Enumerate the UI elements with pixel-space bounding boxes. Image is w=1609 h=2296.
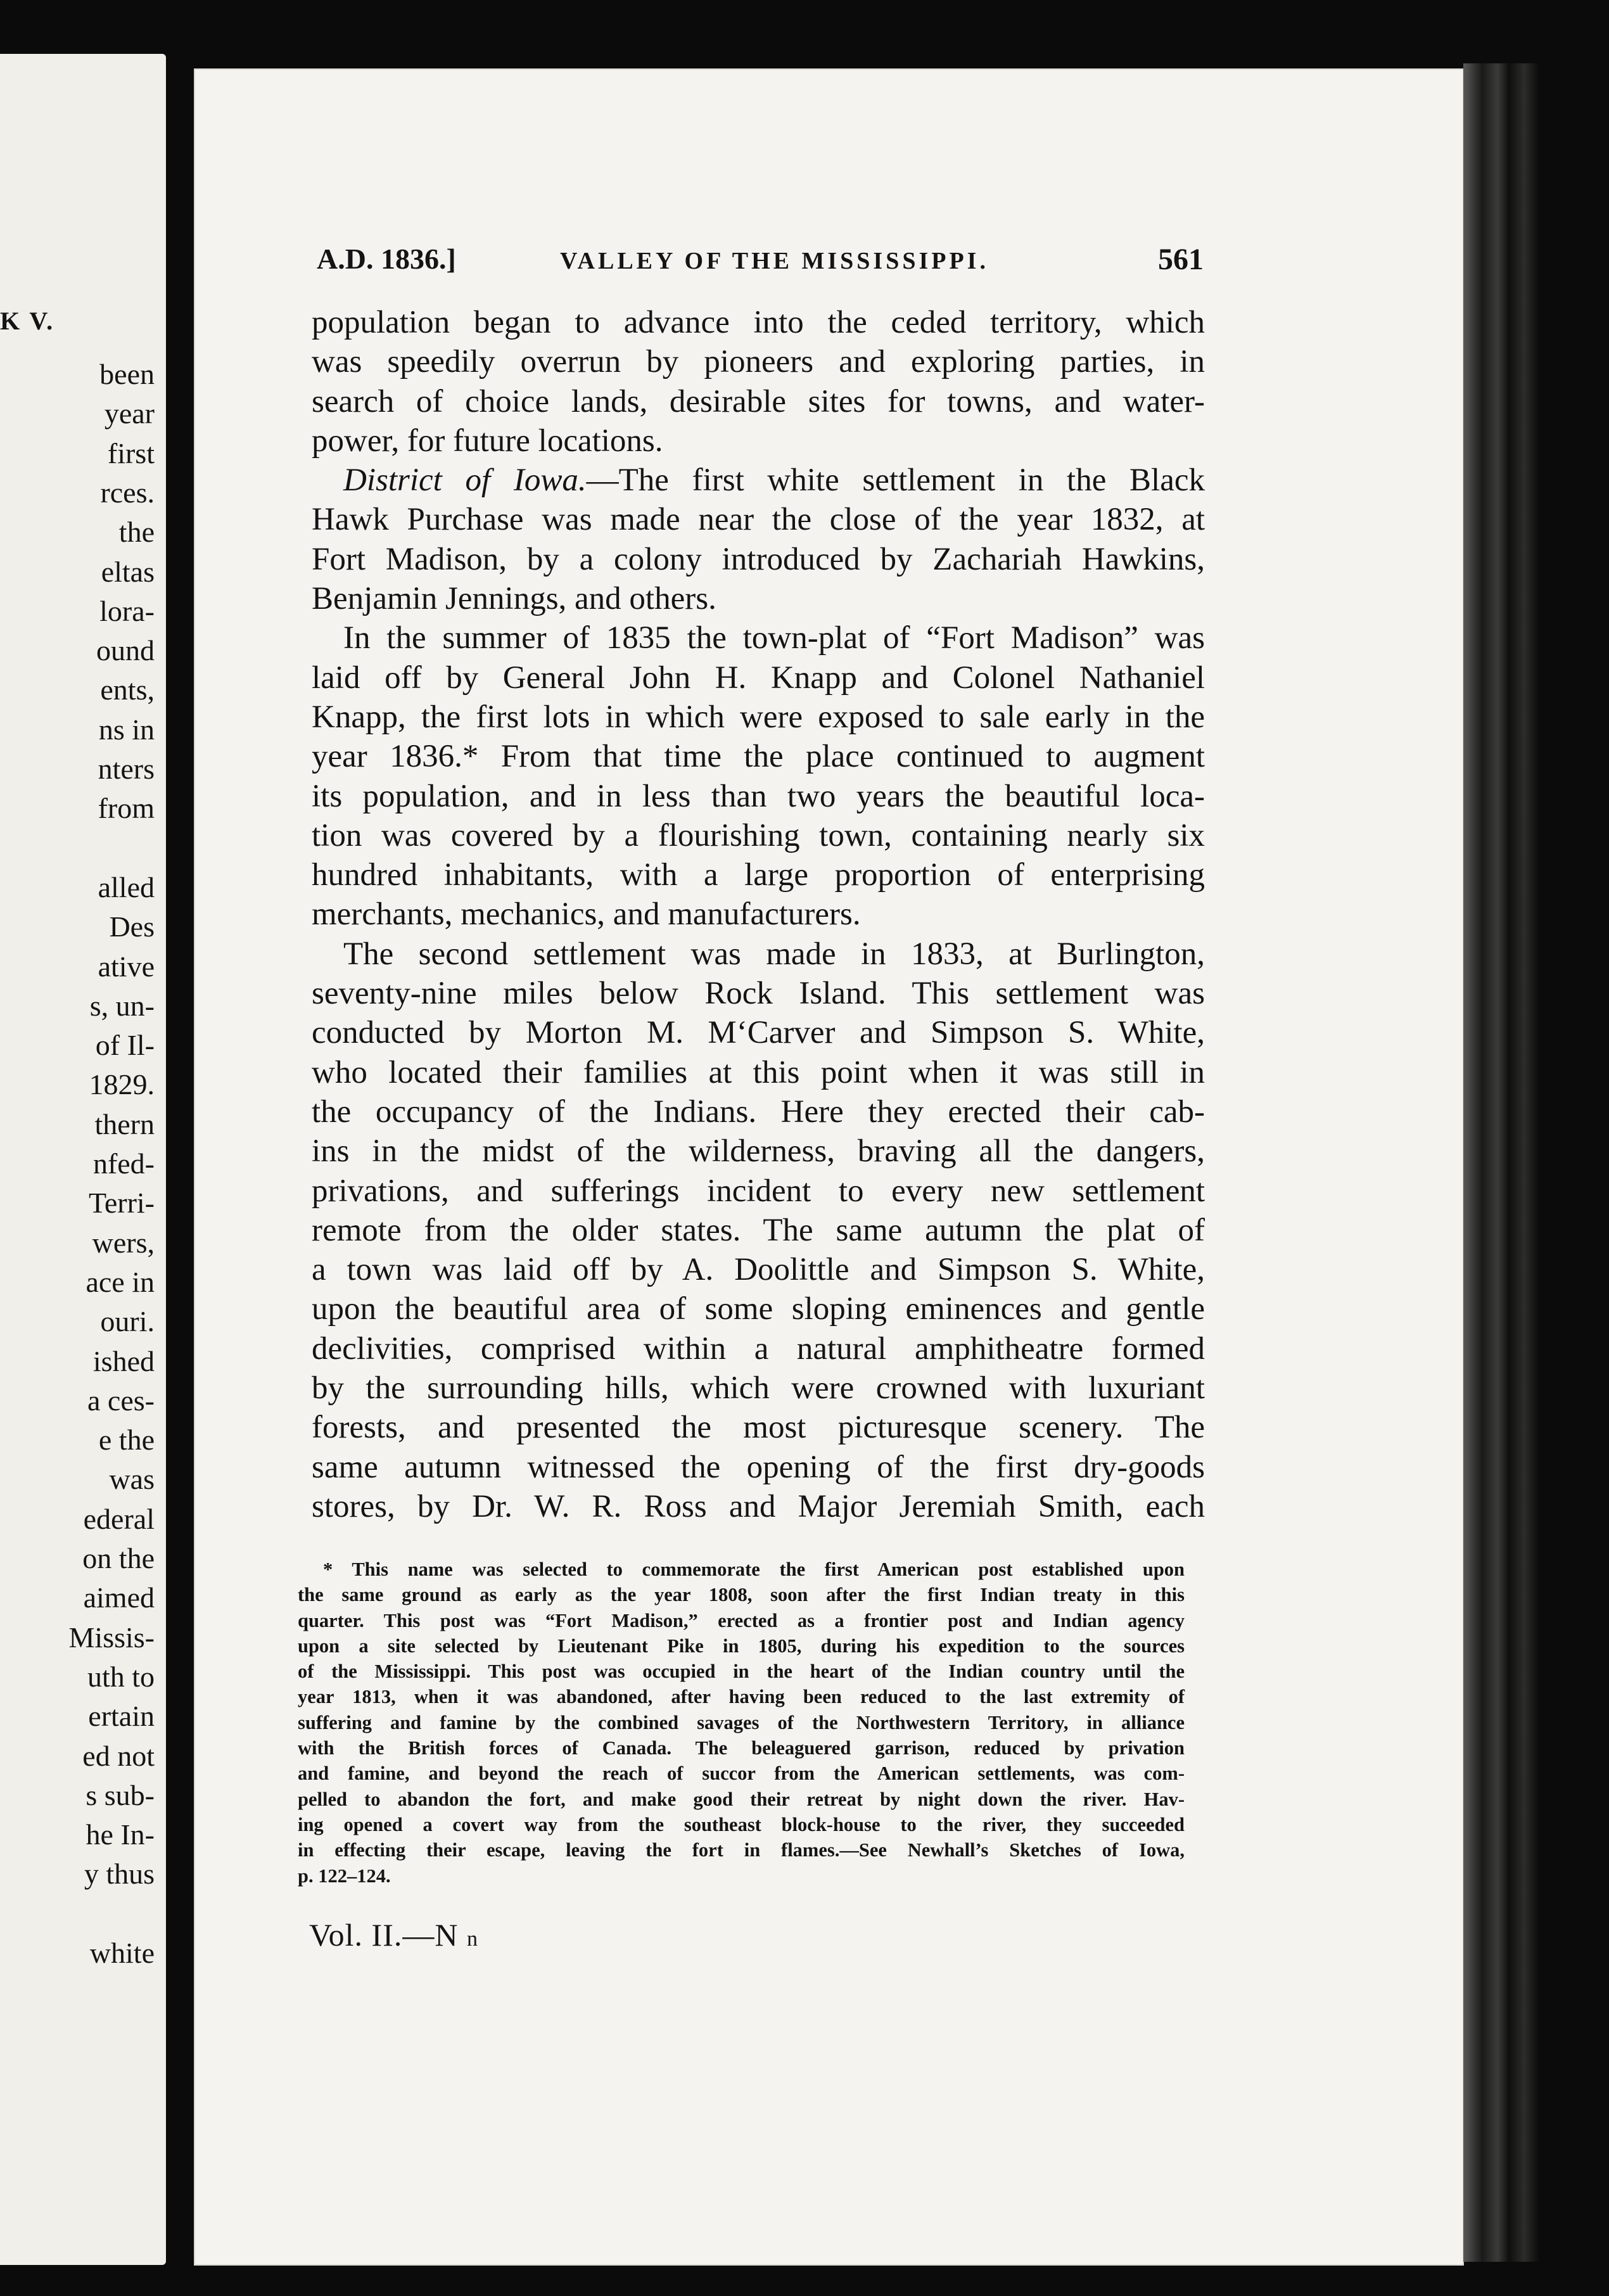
left-page-line: ative xyxy=(98,950,155,983)
body-line: same autumn witnessed the opening of the first dry-goods xyxy=(312,1449,1205,1485)
left-page-line: e the xyxy=(98,1424,155,1457)
body-line: who located their families at this point when it was still in xyxy=(312,1054,1205,1090)
body-line: Hawk Purchase was made near the close of the year 1832, at xyxy=(312,502,1205,538)
signature-mark xyxy=(309,1917,478,1953)
body-line: seventy-nine miles below Rock Island. This settlement was xyxy=(312,976,1205,1012)
body-line: hundred inhabitants, with a large proportion of enterprising xyxy=(312,857,1205,893)
running-head-title: VALLEY OF THE MISSISSIPPI. xyxy=(560,248,989,274)
left-page-line: alled xyxy=(98,871,155,903)
running-head-date: A.D. 1836.] xyxy=(317,243,456,275)
body-line: The second settlement was made in 1833, at Burlington, xyxy=(343,936,1205,972)
section-heading: District of Iowa. xyxy=(343,462,587,499)
book-spine-edge xyxy=(1463,63,1539,2262)
body-line: tion was covered by a flourishing town, containing nearly six xyxy=(312,817,1205,853)
left-page-line: eltas xyxy=(101,555,155,588)
signature-small: n xyxy=(466,1927,478,1951)
body-line: remote from the older states. The same autumn the plat of xyxy=(312,1212,1205,1248)
body-line: the occupancy of the Indians. Here they erected their cab- xyxy=(312,1094,1205,1130)
left-page-line: ace in xyxy=(86,1265,155,1298)
left-page-line: 1829. xyxy=(89,1068,155,1101)
body-line: a town was laid off by A. Doolittle and Simpson S. White, xyxy=(312,1252,1205,1288)
footnote-line: with the British forces of Canada. The beleaguered garrison, reduced by privation xyxy=(298,1737,1185,1759)
left-page-line: of Il- xyxy=(95,1029,155,1062)
left-page-line: was xyxy=(109,1463,155,1496)
body-line: privations, and sufferings incident to every new settlement xyxy=(312,1173,1205,1209)
footnote-line: ing opened a covert way from the southeast block-house to the river, they succeeded xyxy=(298,1813,1185,1835)
left-page-line: wers, xyxy=(92,1226,155,1259)
body-line: stores, by Dr. W. R. Ross and Major Jeremiah Smith, each xyxy=(312,1488,1205,1524)
body-text xyxy=(312,303,1205,1526)
footnote-line: and famine, and beyond the reach of succor from the American settlements, was com- xyxy=(298,1763,1185,1785)
body-line: by the surrounding hills, which were crowned with luxuriant xyxy=(312,1370,1205,1406)
left-page-line: ished xyxy=(92,1344,155,1377)
left-page-line: y thus xyxy=(84,1858,155,1891)
left-page-line: ents, xyxy=(100,673,155,706)
left-page-line: nters xyxy=(98,753,155,785)
footnote-line: pelled to abandon the fort, and make good their retreat by night down the river. Hav- xyxy=(298,1788,1185,1810)
left-page-line: aimed xyxy=(83,1581,155,1614)
left-page-line: Terri- xyxy=(88,1187,155,1220)
body-line: population began to advance into the ceded territory, which xyxy=(312,305,1205,340)
left-page-line: rces. xyxy=(100,476,155,509)
footnote-line: the same ground as early as the year 1808, soon after the first Indian treaty in this xyxy=(298,1584,1185,1606)
body-line: was speedily overrun by pioneers and exploring parties, in xyxy=(312,344,1205,380)
body-line: its population, and in less than two years the beautiful loca- xyxy=(312,778,1205,814)
footnote-line: of the Mississippi. This post was occupied in the heart of the Indian country until the xyxy=(298,1661,1185,1683)
left-page-line: white xyxy=(89,1937,155,1969)
left-page-line: from xyxy=(98,792,155,825)
signature-main: Vol. II.—N xyxy=(309,1917,459,1953)
left-page-line: first xyxy=(107,437,155,469)
body-line: Knapp, the first lots in which were exposed to sale early in the xyxy=(312,699,1205,735)
left-page-line: ns in xyxy=(98,713,155,746)
footnote-line: p. 122–124. xyxy=(298,1865,391,1887)
left-page-running-head: K V. xyxy=(0,307,55,335)
left-page-line: thern xyxy=(94,1107,155,1140)
left-page-line: Missis- xyxy=(68,1621,155,1654)
footnote-line: suffering and famine by the combined savages of the Northwestern Territory, in alliance xyxy=(298,1711,1185,1733)
left-page-line: s, un- xyxy=(89,989,155,1022)
left-page-line: nfed- xyxy=(92,1147,155,1180)
left-page-line: he In- xyxy=(86,1818,155,1851)
footnote-line: * This name was selected to commemorate the first American post established upon xyxy=(323,1559,1185,1580)
left-page-line: ederal xyxy=(83,1502,155,1535)
adjacent-left-page xyxy=(0,54,166,2265)
left-page-line: been xyxy=(99,358,155,390)
left-page-line: the xyxy=(118,516,155,549)
body-line: laid off by General John H. Knapp and Colonel Nathaniel xyxy=(312,660,1205,696)
body-line: ins in the midst of the wilderness, braving all the dangers, xyxy=(312,1133,1205,1170)
left-page-line: Des xyxy=(109,910,155,943)
footnote-line: year 1813, when it was abandoned, after having been reduced to the last extremity of xyxy=(298,1686,1185,1708)
left-page-line: year xyxy=(104,397,155,430)
left-page-line: ertain xyxy=(88,1700,155,1733)
left-page-line: a ces- xyxy=(87,1384,155,1417)
body-line: merchants, mechanics, and manufacturers. xyxy=(312,896,861,933)
left-page-line: ouri. xyxy=(100,1305,155,1338)
footnote-line: quarter. This post was “Fort Madison,” erected as a frontier post and Indian agency xyxy=(298,1609,1185,1631)
running-head xyxy=(317,242,1204,280)
left-page-line: uth to xyxy=(87,1660,155,1693)
body-line: upon the beautiful area of some sloping eminences and gentle xyxy=(312,1291,1205,1327)
body-line: conducted by Morton M. M‘Carver and Simpson S. White, xyxy=(312,1015,1205,1051)
body-line: Fort Madison, by a colony introduced by Zachariah Hawkins, xyxy=(312,541,1205,577)
left-page-line: s sub- xyxy=(86,1778,155,1811)
page-number: 561 xyxy=(1158,243,1204,276)
left-page-line: on the xyxy=(82,1542,155,1574)
footnote xyxy=(298,1557,1185,1889)
body-line: power, for future locations. xyxy=(312,423,663,459)
body-line: forests, and presented the most picturesque scenery. The xyxy=(312,1410,1205,1446)
body-line: District of Iowa.—The first white settlement in the Black xyxy=(343,462,1205,499)
body-line: In the summer of 1835 the town-plat of “Fort Madison” was xyxy=(343,620,1205,656)
body-line: Benjamin Jennings, and others. xyxy=(312,581,716,617)
body-line: declivities, comprised within a natural amphitheatre formed xyxy=(312,1330,1205,1367)
body-line: search of choice lands, desirable sites for towns, and water- xyxy=(312,383,1205,419)
left-page-line: ound xyxy=(96,634,155,667)
left-page-line: ed not xyxy=(82,1739,155,1772)
body-line: year 1836.* From that time the place continued to augment xyxy=(312,739,1205,775)
left-page-line: lora- xyxy=(99,594,155,627)
footnote-line: upon a site selected by Lieutenant Pike in 1805, during his expedition to the sources xyxy=(298,1635,1185,1657)
footnote-line: in effecting their escape, leaving the fort in flames.—See Newhall’s Sketches of Iowa, xyxy=(298,1839,1185,1861)
